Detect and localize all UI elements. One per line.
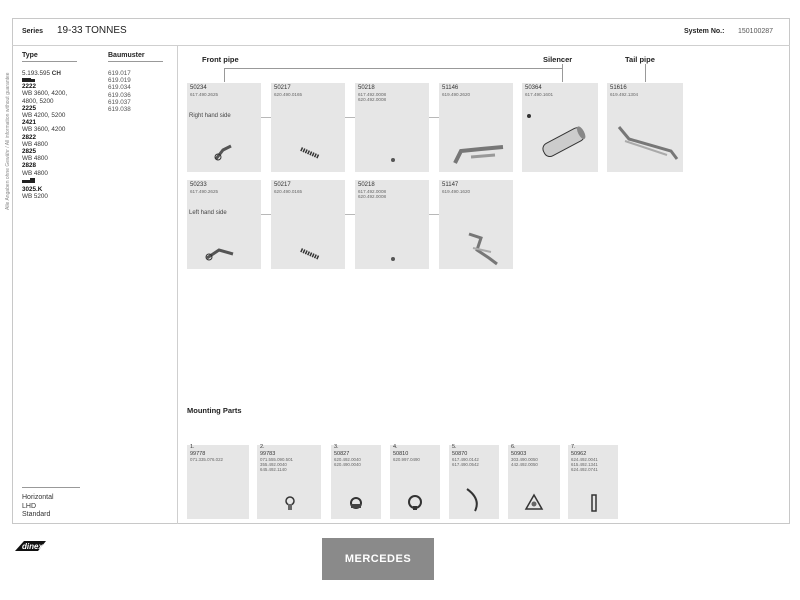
- type-2222-wb-2: 4800, 5200: [22, 97, 54, 105]
- mounting-index: 3.: [334, 444, 339, 450]
- part-number: 50364: [525, 85, 542, 91]
- type-2421: 2421: [22, 119, 37, 127]
- part-number: 50234: [190, 85, 207, 91]
- mounting-part-card[interactable]: [508, 445, 560, 519]
- bolt-stud-icon: [590, 493, 598, 513]
- left-hand-side-label: Left hand side: [189, 210, 227, 216]
- notes-divider: [22, 487, 80, 488]
- mounting-code: 624.492.0041: [571, 457, 598, 462]
- part-code: 617.490.2625: [190, 189, 219, 194]
- mounting-index: 4.: [393, 444, 398, 450]
- type-2825-wb: WB 4800: [22, 155, 48, 163]
- part-number: 51147: [442, 182, 459, 188]
- type-3025k-wb: WB 5200: [22, 193, 48, 201]
- header-divider: [12, 45, 790, 46]
- baumuster-item: 619.034: [108, 84, 131, 92]
- part-code: 620.490.0165: [274, 92, 303, 97]
- mounting-index: 6.: [511, 444, 516, 450]
- part-card[interactable]: [355, 180, 429, 269]
- part-number: 51616: [610, 85, 627, 91]
- part-code: 619.490.2620: [442, 92, 471, 97]
- part-codes: [358, 92, 386, 102]
- right-hand-side-label: Right hand side: [189, 113, 231, 119]
- notes: [22, 494, 54, 520]
- bracket-tick: [224, 68, 225, 82]
- mounting-code: 615.492.1341: [571, 462, 598, 467]
- connector-line: [429, 214, 439, 215]
- gasket-icon: [389, 157, 397, 163]
- baumuster-column-header: Baumuster: [108, 52, 145, 59]
- side-vertical-text: Alle Angaben ohne Gewähr / All information without guarantee: [5, 72, 11, 210]
- part-codes: [358, 189, 386, 199]
- series-value: 19-33 TONNES: [57, 25, 127, 36]
- mounting-part-card[interactable]: [331, 445, 381, 519]
- mounting-code: 617.490.0142: [452, 457, 479, 462]
- mounting-codes: [571, 457, 598, 472]
- type-first-code: 5.193.595: [22, 70, 51, 77]
- mounting-index: 5.: [452, 444, 457, 450]
- flange-pipe-icon: [203, 242, 237, 264]
- mounting-codes: [190, 457, 223, 462]
- connector-line: [261, 214, 271, 215]
- ring-clamp-icon: [406, 493, 424, 511]
- note-standard: Standard: [22, 511, 51, 518]
- part-codes: [525, 92, 553, 97]
- mounting-code: 355.492.0040: [260, 462, 287, 467]
- type-2822-wb: WB 4800: [22, 140, 48, 148]
- part-number: 51146: [442, 85, 459, 91]
- mounting-codes: [260, 457, 293, 472]
- hanger-strap-icon: [463, 485, 485, 513]
- type-list: [22, 70, 106, 200]
- mercedes-brand-button[interactable]: MERCEDES: [322, 538, 434, 580]
- part-codes: [442, 92, 470, 97]
- left-column-divider: [177, 45, 178, 524]
- bracket-tick: [645, 64, 646, 82]
- type-2822: 2822: [22, 133, 37, 141]
- note-lhd: LHD: [22, 502, 37, 510]
- mounting-number: 50962: [571, 451, 587, 457]
- connector-line: [261, 117, 271, 118]
- bracket-tick: [562, 64, 563, 82]
- mounting-codes: [452, 457, 479, 467]
- part-card[interactable]: [355, 83, 429, 172]
- tractor-icon: [22, 177, 36, 185]
- type-2222-wb-1: WB 3600, 4200,: [22, 90, 68, 98]
- group-silencer: Silencer: [543, 55, 573, 64]
- type-first-line: [22, 70, 106, 77]
- note-horizontal: Horizontal: [22, 494, 54, 501]
- part-code: 617.490.1601: [525, 92, 554, 97]
- mounting-number: 50870: [452, 451, 468, 457]
- part-code: 617.492.0008: [358, 92, 387, 97]
- type-3025k: 3025.K: [22, 185, 43, 193]
- part-codes: [442, 189, 470, 194]
- type-2828-wb: WB 4800: [22, 169, 48, 177]
- mounting-number: 99778: [190, 451, 206, 457]
- part-code: 620.490.0165: [274, 189, 303, 194]
- mounting-part-card[interactable]: [390, 445, 440, 519]
- part-card[interactable]: [439, 83, 513, 172]
- part-card[interactable]: [271, 180, 345, 269]
- mounting-codes: [393, 457, 420, 462]
- mounting-number: 50827: [334, 451, 350, 457]
- baumuster-item: 619.017: [108, 70, 131, 77]
- mounting-index: 2.: [260, 444, 265, 450]
- type-column-header: Type: [22, 52, 38, 59]
- mounting-part-card[interactable]: [187, 445, 249, 519]
- baumuster-underline: [108, 61, 163, 62]
- type-2225-wb: WB 4200, 5200: [22, 112, 66, 120]
- gasket-icon: [389, 256, 397, 262]
- type-2825: 2825: [22, 148, 37, 156]
- mounting-code: 620.492.0040: [334, 457, 361, 462]
- mounting-codes: [511, 457, 538, 467]
- dinex-logo: [14, 539, 48, 553]
- system-label: System No.:: [684, 28, 725, 35]
- baumuster-item: 619.019: [108, 77, 131, 85]
- part-number: 50218: [358, 182, 375, 188]
- part-number: 50217: [274, 182, 291, 188]
- flex-pipe-icon: [299, 145, 323, 161]
- type-first-suffix: CH: [51, 70, 61, 77]
- tail-pipe-icon: [615, 123, 679, 163]
- part-number: 50233: [190, 182, 207, 188]
- mounting-number: 50810: [393, 451, 409, 457]
- part-card[interactable]: [271, 83, 345, 172]
- mounting-code: 303.490.0050: [511, 457, 538, 462]
- spacer: [22, 177, 106, 186]
- part-card[interactable]: [522, 83, 598, 172]
- type-2828: 2828: [22, 162, 37, 170]
- flange-pipe-icon: [213, 141, 235, 163]
- type-underline: [22, 61, 77, 62]
- connector-line: [429, 117, 439, 118]
- part-code: 617.492.0008: [358, 189, 387, 194]
- mounting-part-card[interactable]: [568, 445, 618, 519]
- part-codes: [274, 189, 302, 194]
- connector-line: [345, 117, 355, 118]
- rubber-mount-icon: [524, 493, 544, 511]
- baumuster-item: 619.036: [108, 91, 131, 99]
- group-mounting-parts: Mounting Parts: [187, 406, 242, 415]
- mounting-code: 071.335.076.022: [190, 457, 223, 462]
- part-codes: [190, 92, 218, 97]
- small-part-icon: [526, 113, 532, 119]
- part-code: 617.490.2625: [190, 92, 219, 97]
- type-2421-wb: WB 3600, 4200: [22, 126, 66, 134]
- baumuster-list: [108, 70, 131, 113]
- mounting-number: 99783: [260, 451, 276, 457]
- mounting-code: 624.492.0741: [571, 467, 598, 472]
- part-code: 619.492.1304: [610, 92, 639, 97]
- mounting-index: 1.: [190, 444, 195, 450]
- part-code: 619.490.1620: [442, 189, 471, 194]
- part-codes: [274, 92, 302, 97]
- mounting-part-card[interactable]: [257, 445, 321, 519]
- part-code: 620.492.0008: [358, 97, 387, 103]
- connector-line: [345, 214, 355, 215]
- mounting-number: 50903: [511, 451, 527, 457]
- system-number: 150100287: [738, 28, 774, 35]
- mounting-code: 071.555.090.501: [260, 457, 293, 462]
- mounting-code: 620.997.0490: [393, 457, 420, 462]
- series-label: Series: [22, 28, 44, 35]
- silencer-icon: [536, 123, 592, 163]
- group-front-pipe: Front pipe: [202, 55, 239, 64]
- part-card[interactable]: [439, 180, 513, 269]
- part-codes: [190, 189, 218, 194]
- baumuster-item: 619.038: [108, 106, 131, 114]
- baumuster-item: 619.037: [108, 98, 131, 106]
- mounting-part-card[interactable]: [449, 445, 499, 519]
- bent-pipe-icon: [463, 228, 503, 268]
- flex-pipe-icon: [299, 246, 323, 262]
- front-pipe-bracket: [224, 68, 562, 69]
- mounting-code: 620.490.0040: [334, 462, 361, 467]
- clamp-icon: [348, 495, 364, 511]
- mounting-index: 7.: [571, 444, 576, 450]
- mounting-codes: [334, 457, 361, 467]
- part-codes: [610, 92, 638, 97]
- part-card[interactable]: [607, 83, 683, 172]
- bent-pipe-icon: [451, 141, 507, 167]
- mounting-code: 617.490.0542: [452, 462, 479, 467]
- svg-text:dinex: dinex: [22, 542, 43, 551]
- type-2225: 2225: [22, 104, 37, 112]
- part-card[interactable]: [187, 180, 261, 269]
- bolt-icon: [283, 495, 297, 511]
- mounting-code: 645.492.1140: [260, 467, 287, 472]
- part-card[interactable]: [187, 83, 261, 172]
- part-code: 620.492.0008: [358, 194, 387, 200]
- group-tail-pipe: Tail pipe: [625, 55, 655, 64]
- part-number: 50217: [274, 85, 291, 91]
- mounting-code: 442.492.0050: [511, 462, 538, 467]
- part-number: 50218: [358, 85, 375, 91]
- type-2222: 2222: [22, 83, 37, 91]
